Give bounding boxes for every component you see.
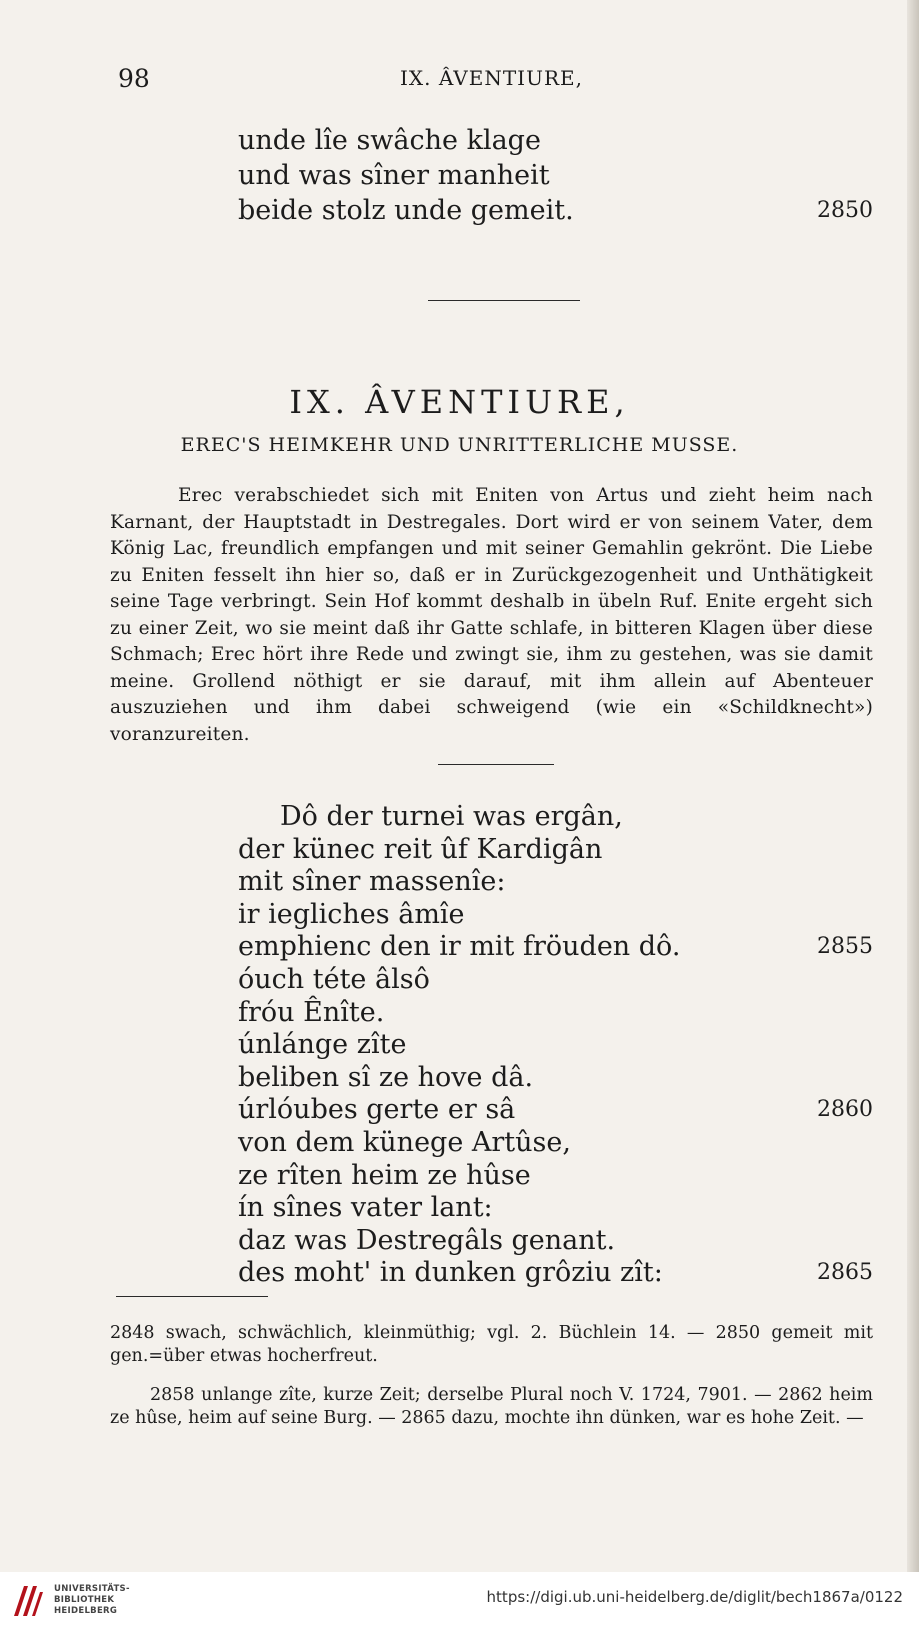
chapter-title: IX. ÂVENTIURE, <box>289 383 630 421</box>
verse-line: daz was Destregâls genant. <box>238 1224 616 1256</box>
chapter-summary <box>110 483 873 748</box>
verse-line: mit sîner massenîe: <box>238 866 506 898</box>
verse-line: ir iegliches âmîe <box>238 898 465 930</box>
page-header <box>118 64 878 94</box>
verse-line: der künec reit ûf Kardigân <box>238 833 603 865</box>
footnote: 2858 unlange zîte, kurze Zeit; derselbe Plural noch V. 1724, 7901. — 2862 heim ze hûse, heim auf seine Burg. — 2865 dazu, mochte ihn dünken, war es hohe Zeit. — <box>110 1385 873 1428</box>
line-number: 2860 <box>817 1097 873 1123</box>
line-number: 2850 <box>817 198 873 223</box>
verse-line: ín sînes vater lant: <box>238 1192 493 1224</box>
verse-line: von dem künege Artûse, <box>238 1127 571 1158</box>
summary-paragraph: Erec verabschiedet sich mit Eniten von Artus und zieht heim nach Karnant, der Hauptstadt in Destregales. Dort wird er von seinem Vater, dem König Lac, freundlich empfangen und mit seiner Gemahlin gekrönt. Die Liebe zu Eniten fesselt ihn hier so, daß er in Zurückgezogenheit und Unthätigkeit seine Tage verbringt. Sein Hof kommt deshalb in übeln Ruf. Enite ergeht sich zu einer Zeit, wo sie meint daß ihr Gatte schlafe, in bitteren Klagen über diese Schmach; Erec hört ihre Rede und zwingt sie, ihm zu gestehen, was sie damit meine. Grollend nöthigt er sie darauf, mit ihm allein auf Abenteuer auszuziehen und ihm dabei schweigend (wie ein «Schildknecht») voranzureiten. <box>110 485 873 745</box>
verse-line: des moht' in dunken grôziu zît: <box>238 1257 663 1289</box>
verse-line: úrlóubes gerte er sâ <box>238 1094 516 1126</box>
summary-divider <box>438 764 554 765</box>
verse-line: fróu Ênîte. <box>238 996 385 1028</box>
verse-line: beide stolz unde gemeit. <box>238 195 574 226</box>
section-divider <box>428 300 580 301</box>
footnotes <box>110 1322 873 1430</box>
viewer-footer <box>0 1572 919 1630</box>
verse-line: ze rîten heim ze hûse <box>238 1159 531 1191</box>
line-number: 2865 <box>817 1260 873 1286</box>
page-number: 98 <box>118 64 150 93</box>
verse-line: beliben sî ze hove dâ. <box>238 1061 534 1093</box>
footnote: 2848 swach, schwächlich, kleinmüthig; vgl. 2. Büchlein 14. — 2850 gemeit mit gen.=über etwas hocherfreut. <box>110 1323 873 1366</box>
library-name[interactable]: UNIVERSITÄTS- BIBLIOTHEK HEIDELBERG <box>54 1584 130 1616</box>
verse-line: und was sîner manheit <box>238 160 550 191</box>
verse-line: óuch téte âlsô <box>238 964 430 995</box>
footnote-divider <box>116 1296 268 1297</box>
verse-line: Dô der turnei was ergân, <box>280 801 623 832</box>
running-head: IX. ÂVENTIURE, <box>400 66 583 90</box>
verse-line: emphienc den ir mit fröuden dô. <box>238 931 681 963</box>
page-url[interactable]: https://digi.ub.uni-heidelberg.de/diglit/bech1867a/0122 <box>486 1588 903 1606</box>
verse-line: únlánge zîte <box>238 1029 407 1061</box>
line-number: 2855 <box>817 934 873 960</box>
verse-line: unde lîe swâche klage <box>238 125 541 156</box>
chapter-subtitle: EREC'S HEIMKEHR UND UNRITTERLICHE MUSSE. <box>180 434 739 456</box>
heidelberg-ub-logo-icon <box>10 1580 46 1620</box>
